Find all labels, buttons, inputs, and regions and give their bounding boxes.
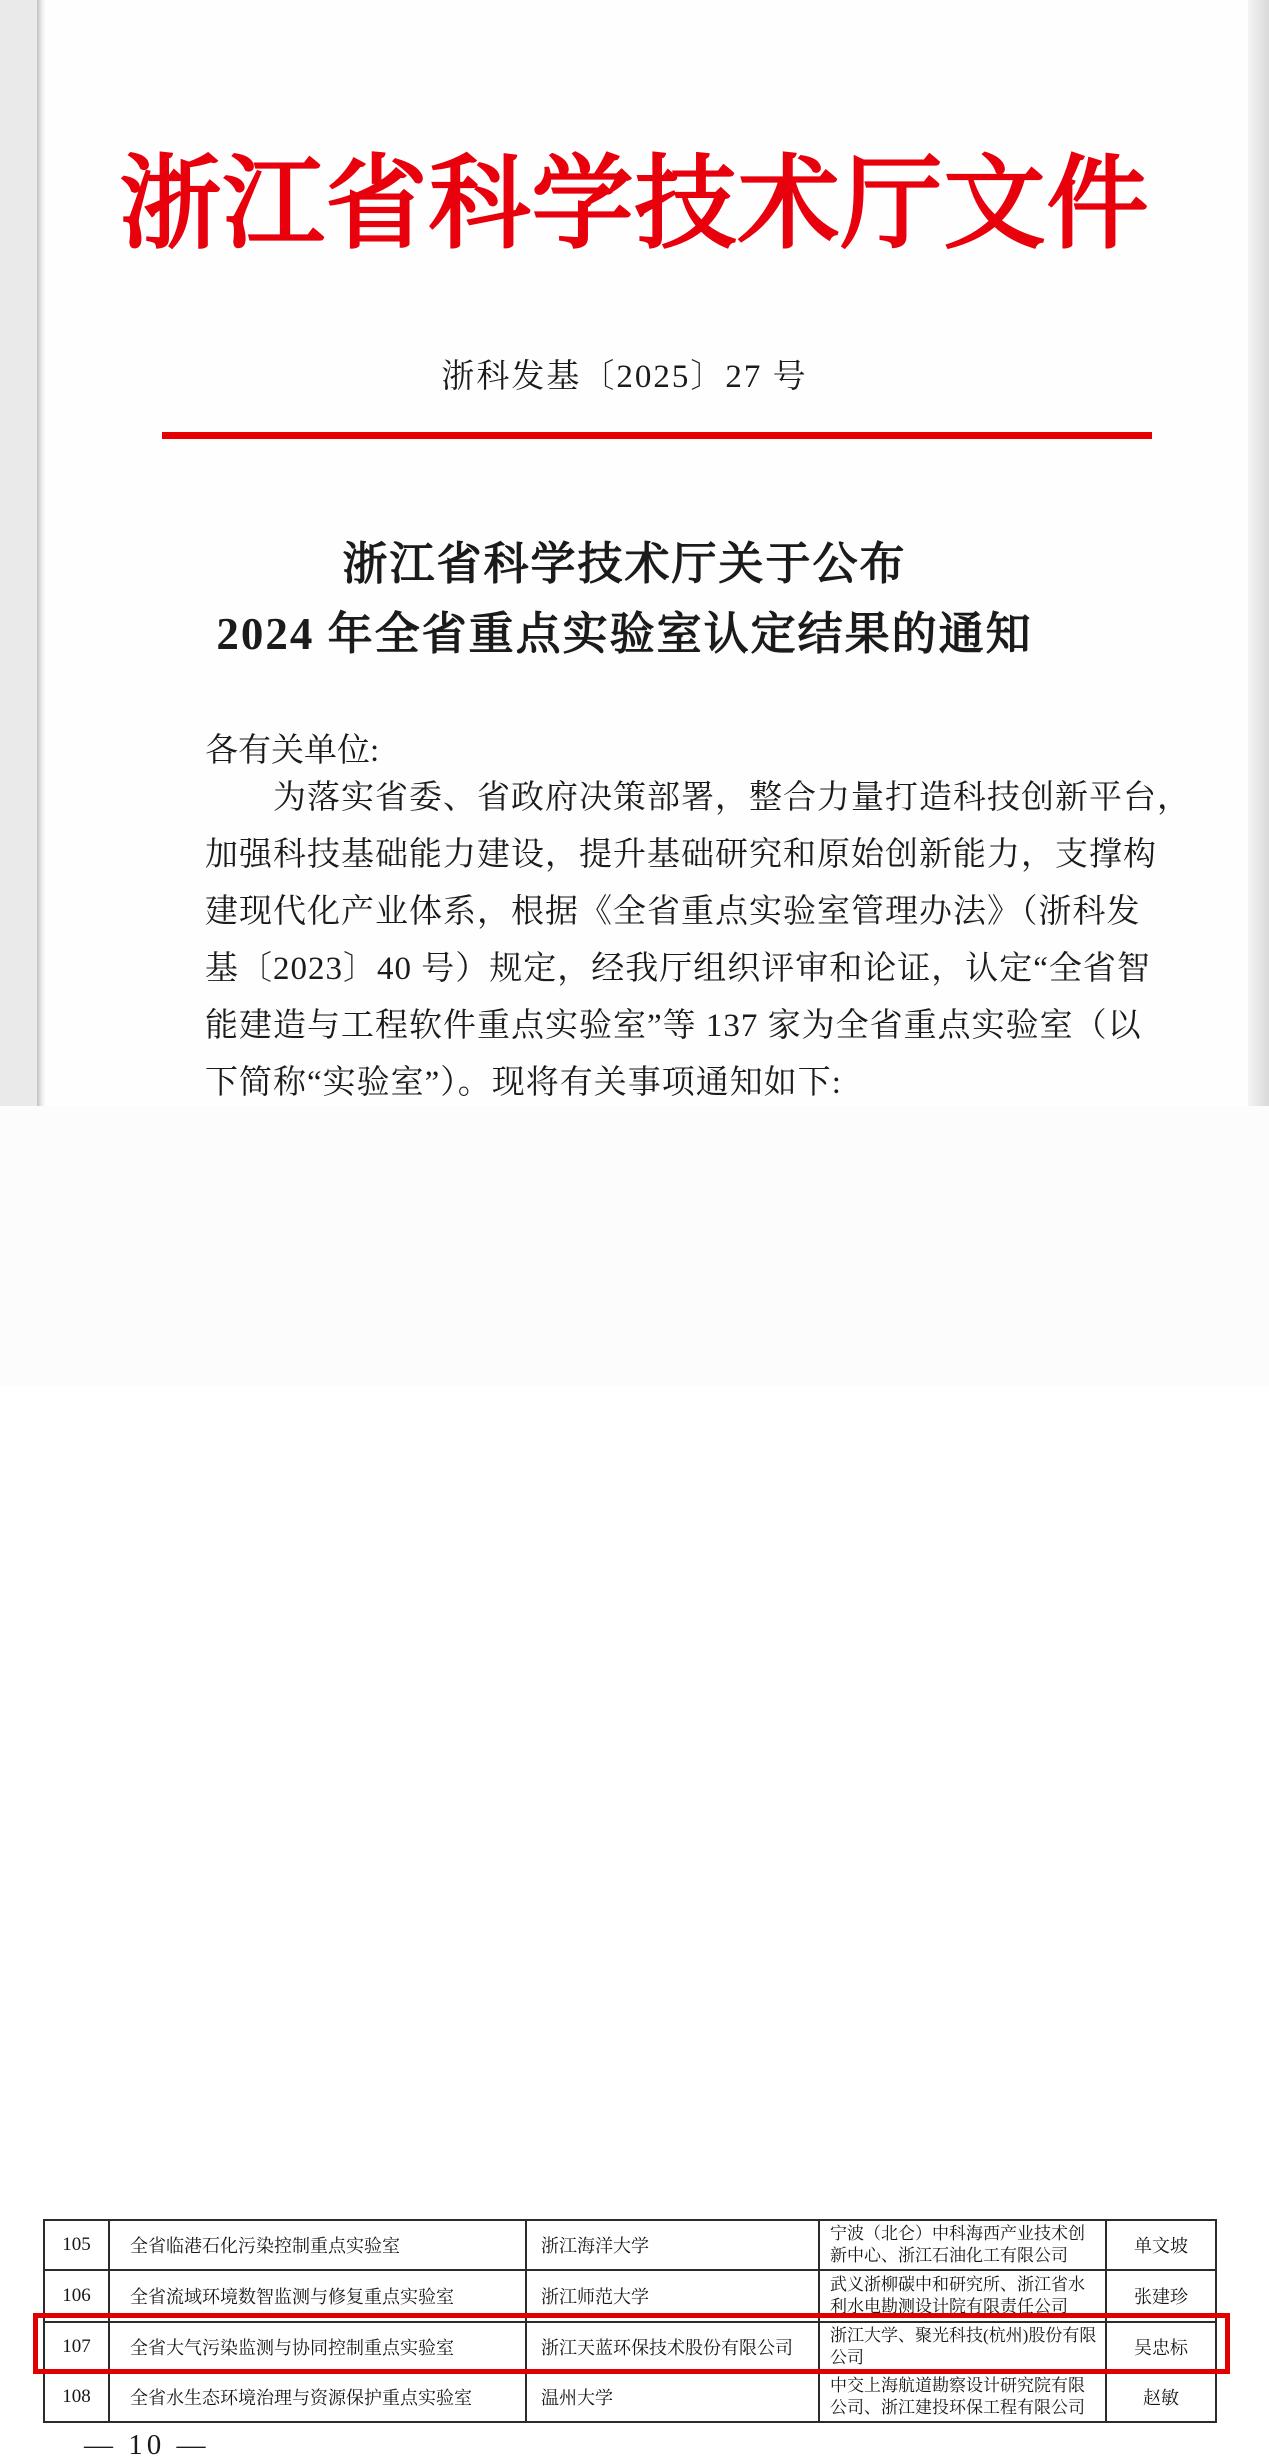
body-line: 建现代化产业体系，根据《全省重点实验室管理办法》（浙科发	[205, 894, 1141, 930]
director-cell: 赵敏	[1106, 2372, 1216, 2422]
host-unit-cell: 浙江师范大学	[526, 2270, 819, 2322]
row-107-highlight-box	[33, 2313, 1230, 2374]
body-line: 下简称“实验室”）。现将有关事项通知如下:	[205, 1065, 842, 1101]
letter-body	[205, 770, 1191, 1112]
director-cell: 张建珍	[1106, 2270, 1216, 2322]
partner-units-cell: 浙江大学、聚光科技(杭州)股份有限公司	[819, 2322, 1106, 2372]
page-number: — 10 —	[84, 2429, 210, 2461]
scan-margin-right	[1248, 0, 1269, 1110]
notice-title-line1: 浙江省科学技术厅关于公布	[342, 539, 907, 589]
results-table-section	[0, 1106, 1269, 2461]
host-unit-cell: 浙江天蓝环保技术股份有限公司	[526, 2322, 819, 2372]
red-divider-rule	[162, 432, 1152, 439]
host-unit-cell: 浙江海洋大学	[526, 2220, 819, 2270]
director-cell: 单文坡	[1106, 2220, 1216, 2270]
lab-name-cell: 全省临港石化污染控制重点实验室	[109, 2220, 526, 2270]
document-number: 浙科发基〔2025〕27 号	[441, 359, 808, 395]
table-row	[44, 2372, 1216, 2422]
body-line: 加强科技基础能力建设，提升基础研究和原始创新能力，支撑构	[205, 837, 1157, 873]
notice-title-line2: 2024 年全省重点实验室认定结果的通知	[216, 609, 1033, 659]
lab-name-cell: 全省大气污染监测与协同控制重点实验室	[109, 2322, 526, 2372]
salutation: 各有关单位:	[205, 733, 380, 769]
lab-name-cell: 全省流域环境数智监测与修复重点实验室	[109, 2270, 526, 2322]
director-cell: 吴忠标	[1106, 2322, 1216, 2372]
row-number-cell: 105	[44, 2220, 109, 2270]
partner-units-cell: 中交上海航道勘察设计研究院有限公司、浙江建投环保工程有限公司	[819, 2372, 1106, 2422]
partner-units-cell: 宁波（北仑）中科海西产业技术创新中心、浙江石油化工有限公司	[819, 2220, 1106, 2270]
document-header-title: 浙江省科学技术厅文件	[119, 149, 1150, 262]
row-number-cell: 107	[44, 2322, 109, 2372]
row-number-cell: 108	[44, 2372, 109, 2422]
lab-name-cell: 全省水生态环境治理与资源保护重点实验室	[109, 2372, 526, 2422]
table-row	[44, 2220, 1216, 2270]
host-unit-cell: 温州大学	[526, 2372, 819, 2422]
body-line: 基〔2023〕40 号）规定，经我厅组织评审和论证，认定“全省智	[205, 951, 1151, 987]
row-number-cell: 106	[44, 2270, 109, 2322]
partner-units-cell: 武义浙柳碳中和研究所、浙江省水利水电勘测设计院有限责任公司	[819, 2270, 1106, 2322]
body-line: 能建造与工程软件重点实验室”等 137 家为全省重点实验室（以	[205, 1008, 1142, 1044]
body-line: 为落实省委、省政府决策部署，整合力量打造科技创新平台，	[273, 780, 1191, 816]
